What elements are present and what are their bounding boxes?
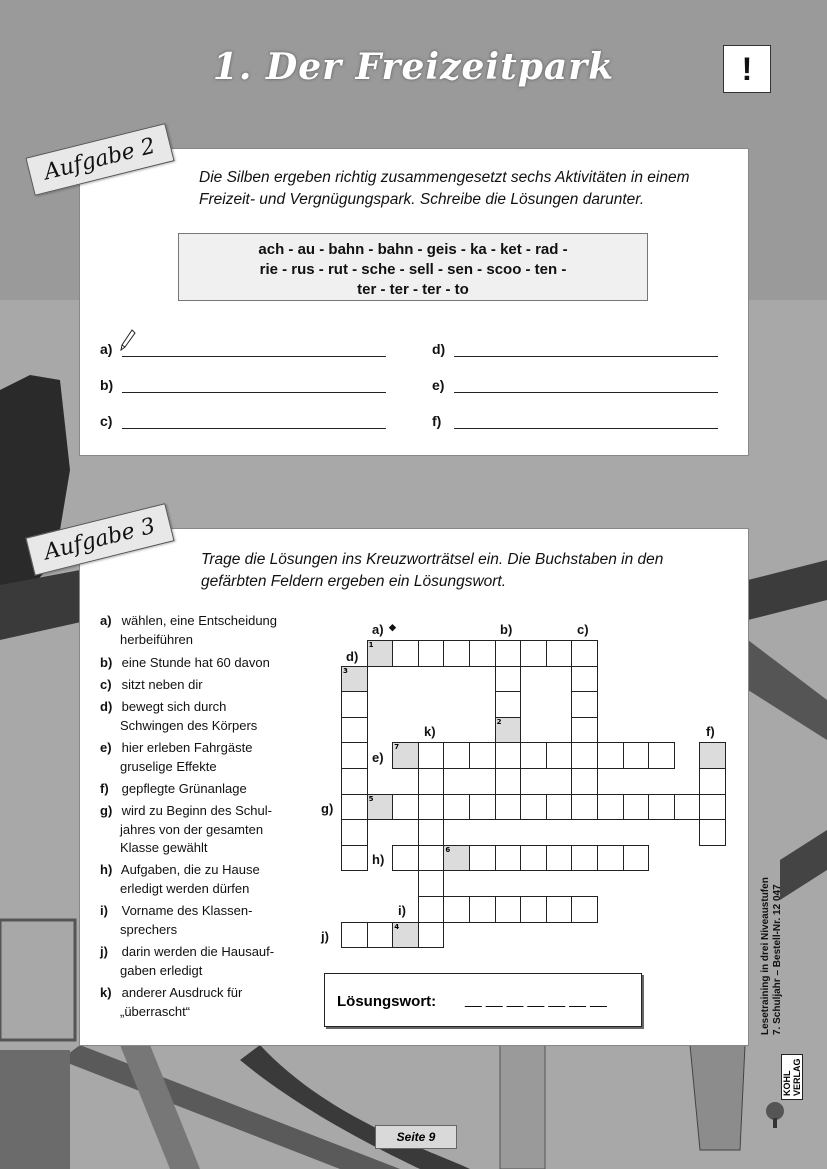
answer-input-e[interactable] [454,391,718,393]
task3-panel [79,528,749,1046]
answer-input-c[interactable] [122,427,386,429]
clue-c: c) sitzt neben dir [100,677,203,692]
crossword-cell[interactable] [367,922,394,949]
pencil-icon [120,329,136,351]
crossword-cell[interactable] [623,794,650,821]
crossword-cell[interactable] [341,819,368,846]
crossword-cell[interactable] [418,742,445,769]
crossword-cell[interactable] [443,845,470,872]
crossword-cell[interactable] [443,640,470,667]
important-marker: ! [723,45,771,93]
solution-label: Lösungswort: [337,993,437,1010]
clue-j: j) darin werden die Hausauf- gaben erledigt [100,944,275,978]
series-info: Lesetraining in drei Niveaustufen 7. Schuljahr – Bestell-Nr. 12 047 [760,877,783,1035]
grid-label-g: g) [321,801,334,816]
clue-b: b) eine Stunde hat 60 davon [100,655,270,670]
crossword-cell[interactable] [571,794,598,821]
crossword-cell[interactable] [341,742,368,769]
crossword-cell[interactable] [495,691,522,718]
crossword-cell[interactable] [418,768,445,795]
crossword-cell[interactable] [469,742,496,769]
tree-logo-icon [763,1100,787,1130]
task3-intro: Trage die Lösungen ins Kreuzworträtsel ein. Die Buchstaben in den gefärbten Feldern ergeben ein Lösungswort. [201,551,664,590]
cell-number: 5 [368,794,374,803]
solution-word-box [324,973,642,1027]
crossword-cell[interactable] [495,768,522,795]
task2-label: Aufgabe 2 [25,123,174,196]
crossword-cell[interactable] [571,742,598,769]
crossword-cell[interactable] [495,896,522,923]
crossword-cell[interactable] [623,845,650,872]
answer-label-a: a) [100,341,113,357]
answer-label-f: f) [432,413,442,429]
crossword-cell[interactable] [648,742,675,769]
grid-label-i: i) [398,903,406,918]
answer-input-d[interactable] [454,355,718,357]
crossword-cell[interactable] [546,640,573,667]
clue-a: a) wählen, eine Entscheidung herbeiführen [100,613,278,647]
grid-label-b: b) [500,622,513,637]
crossword-cell[interactable] [520,845,547,872]
crossword-cell[interactable] [597,845,624,872]
cell-number: 7 [394,743,400,752]
cell-number: 4 [394,922,400,931]
page-title: 1. Der Freizeitpark [212,46,615,88]
clue-i: i) Vorname des Klassen- sprechers [100,903,253,937]
crossword-cell[interactable] [495,845,522,872]
cell-number: 2 [496,717,502,726]
crossword-cell[interactable] [648,794,675,821]
crossword-cell[interactable] [495,794,522,821]
answer-label-c: c) [100,413,113,429]
crossword-cell[interactable] [469,896,496,923]
crossword-cell[interactable] [341,666,368,693]
answer-input-f[interactable] [454,427,718,429]
answer-input-b[interactable] [122,391,386,393]
crossword-cell[interactable] [418,819,445,846]
crossword-cell[interactable] [418,845,445,872]
page-number: Seite 9 [375,1125,457,1149]
crossword-cell[interactable] [392,845,419,872]
crossword-cell[interactable] [571,896,598,923]
crossword-cell[interactable] [699,794,726,821]
crossword-cell[interactable] [341,794,368,821]
crossword-cell[interactable] [418,870,445,897]
crossword-cell[interactable] [571,640,598,667]
crossword-cell[interactable] [392,922,419,949]
crossword-cell[interactable] [418,922,445,949]
grid-label-d: d) [346,649,359,664]
crossword-cell[interactable] [392,794,419,821]
answer-label-e: e) [432,377,445,393]
syllable-box: ach - au - bahn - bahn - geis - ka - ket - rad - rie - rus - rut - sche - sell - sen - scoo - ten - ter - ter - ter - to [178,233,648,301]
crossword-cell[interactable] [341,922,368,949]
cell-number: 1 [368,641,374,649]
crossword-cell[interactable] [341,768,368,795]
start-marker-icon: ◆ [389,622,396,632]
clue-k: k) anderer Ausdruck für „überrascht“ [100,985,243,1019]
crossword-cell[interactable] [571,768,598,795]
crossword-cell[interactable] [495,666,522,693]
crossword-cell[interactable] [623,742,650,769]
crossword-cell[interactable] [495,640,522,667]
crossword-cell[interactable] [495,742,522,769]
cell-number: 6 [445,845,451,854]
crossword-cell[interactable] [443,794,470,821]
crossword-cell[interactable] [597,794,624,821]
task2-panel [79,148,749,456]
clue-h: h) Aufgaben, die zu Hause erledigt werden dürfen [100,862,260,896]
crossword-cell[interactable] [520,742,547,769]
crossword-cell[interactable] [341,845,368,872]
grid-label-f: f) [706,724,715,739]
grid-label-e: e) [372,750,384,765]
crossword-cell[interactable] [520,896,547,923]
crossword-cell[interactable] [520,794,547,821]
crossword-cell[interactable] [341,691,368,718]
clue-e: e) hier erleben Fahrgäste gruselige Effekte [100,740,253,774]
crossword-cell[interactable] [418,794,445,821]
task2-intro: Die Silben ergeben richtig zusammengesetzt sechs Aktivitäten in einem Freizeit- und Vergnügungspark. Schreibe die Lösungen darunter. [199,169,690,208]
publisher-logo: KOHL VERLAG [781,1054,803,1100]
crossword-cell[interactable] [367,640,394,667]
crossword-cell[interactable] [571,845,598,872]
clue-g: g) wird zu Beginn des Schul- jahres von der gesamten Klasse gewählt [100,803,272,855]
crossword-cell[interactable] [520,640,547,667]
crossword-cell[interactable] [418,640,445,667]
crossword-cell[interactable] [367,794,394,821]
crossword-cell[interactable] [546,896,573,923]
crossword-cell[interactable] [418,896,445,923]
clue-f: f) gepflegte Grünanlage [100,781,247,796]
crossword-cell[interactable] [571,666,598,693]
task3-label: Aufgabe 3 [25,503,174,576]
answer-input-a[interactable] [122,355,386,357]
grid-label-j: j) [321,929,329,944]
crossword-cell[interactable] [495,717,522,744]
clue-d: d) bewegt sich durch Schwingen des Körpers [100,699,258,733]
solution-blanks[interactable]: __ __ __ __ __ __ __ [465,991,607,1008]
answer-label-d: d) [432,341,446,357]
grid-label-c: c) [577,622,589,637]
grid-label-k: k) [424,724,436,739]
crossword-cell[interactable] [699,768,726,795]
crossword-cell[interactable] [546,794,573,821]
grid-label-a: a) [372,622,384,637]
crossword-cell[interactable] [443,896,470,923]
cell-number: 3 [343,666,348,675]
crossword-cell[interactable] [392,742,419,769]
crossword-cell[interactable] [699,819,726,846]
crossword-cell[interactable] [443,742,470,769]
crossword-cell[interactable] [469,794,496,821]
crossword-cell[interactable] [571,717,598,744]
crossword-cell[interactable] [597,742,624,769]
crossword-cell[interactable] [469,845,496,872]
crossword-cell[interactable] [546,845,573,872]
crossword-cell[interactable] [699,742,726,769]
crossword-cell[interactable] [674,794,701,821]
grid-label-h: h) [372,852,385,867]
crossword-cell[interactable] [571,691,598,718]
crossword-cell[interactable] [341,717,368,744]
crossword-cell[interactable] [469,640,496,667]
crossword-cell[interactable] [546,742,573,769]
crossword-cell[interactable] [392,640,419,667]
answer-label-b: b) [100,377,114,393]
